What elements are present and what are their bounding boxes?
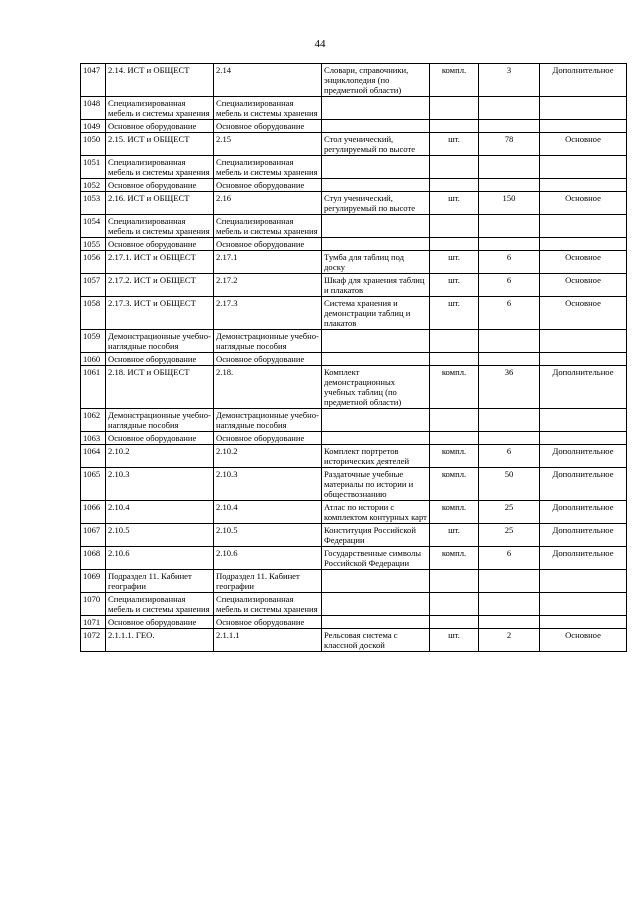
- category-cell: [540, 179, 627, 192]
- quantity-cell: 6: [479, 297, 540, 330]
- unit-cell: [430, 120, 479, 133]
- item-code-cell: 2.15: [214, 133, 322, 156]
- item-code-cell: 2.10.2: [214, 445, 322, 468]
- table-row: [81, 593, 627, 616]
- item-name-cell: Словари, справочники, энциклопедия (по предметной области): [322, 64, 430, 97]
- section-code-cell: 2.18. ИСТ и ОБЩЕСТ: [106, 366, 214, 409]
- section-code-cell: 2.17.3. ИСТ и ОБЩЕСТ: [106, 297, 214, 330]
- item-code-cell: Специализированная мебель и системы хранения: [214, 593, 322, 616]
- item-code-cell: Демонстрационные учебно-наглядные пособия: [214, 330, 322, 353]
- unit-cell: [430, 409, 479, 432]
- unit-cell: [430, 156, 479, 179]
- quantity-cell: [479, 215, 540, 238]
- item-name-cell: Стол ученический, регулируемый по высоте: [322, 133, 430, 156]
- category-cell: [540, 120, 627, 133]
- category-cell: Дополнительное: [540, 524, 627, 547]
- section-code-cell: Основное оборудование: [106, 353, 214, 366]
- table-row: [81, 64, 627, 97]
- section-code-cell: Основное оборудование: [106, 238, 214, 251]
- category-cell: Основное: [540, 133, 627, 156]
- table-row: [81, 179, 627, 192]
- unit-cell: [430, 179, 479, 192]
- category-cell: Дополнительное: [540, 501, 627, 524]
- item-name-cell: Комплект демонстрационных учебных таблиц (по предметной области): [322, 366, 430, 409]
- quantity-cell: [479, 156, 540, 179]
- unit-cell: [430, 238, 479, 251]
- row-number-cell: 1053: [81, 192, 106, 215]
- section-code-cell: 2.10.6: [106, 547, 214, 570]
- unit-cell: шт.: [430, 133, 479, 156]
- item-name-cell: Рельсовая система с классной доской: [322, 629, 430, 652]
- quantity-cell: [479, 616, 540, 629]
- item-code-cell: Демонстрационные учебно-наглядные пособия: [214, 409, 322, 432]
- unit-cell: компл.: [430, 64, 479, 97]
- section-code-cell: 2.10.3: [106, 468, 214, 501]
- row-number-cell: 1055: [81, 238, 106, 251]
- section-code-cell: 2.17.1. ИСТ и ОБЩЕСТ: [106, 251, 214, 274]
- quantity-cell: 36: [479, 366, 540, 409]
- item-code-cell: Основное оборудование: [214, 179, 322, 192]
- item-name-cell: Атлас по истории с комплектом контурных карт: [322, 501, 430, 524]
- table-row: [81, 192, 627, 215]
- category-cell: Основное: [540, 629, 627, 652]
- table-row: [81, 238, 627, 251]
- category-cell: Дополнительное: [540, 64, 627, 97]
- table-row: [81, 409, 627, 432]
- section-code-cell: Специализированная мебель и системы хранения: [106, 97, 214, 120]
- row-number-cell: 1059: [81, 330, 106, 353]
- table-row: [81, 133, 627, 156]
- row-number-cell: 1064: [81, 445, 106, 468]
- equipment-table: [80, 63, 627, 652]
- category-cell: [540, 593, 627, 616]
- category-cell: Основное: [540, 274, 627, 297]
- item-code-cell: 2.1.1.1: [214, 629, 322, 652]
- category-cell: Дополнительное: [540, 445, 627, 468]
- section-code-cell: Демонстрационные учебно-наглядные пособия: [106, 330, 214, 353]
- quantity-cell: 3: [479, 64, 540, 97]
- row-number-cell: 1067: [81, 524, 106, 547]
- category-cell: Основное: [540, 251, 627, 274]
- unit-cell: компл.: [430, 547, 479, 570]
- table-row: [81, 274, 627, 297]
- table-row: [81, 616, 627, 629]
- quantity-cell: [479, 353, 540, 366]
- row-number-cell: 1050: [81, 133, 106, 156]
- item-code-cell: Основное оборудование: [214, 238, 322, 251]
- category-cell: [540, 409, 627, 432]
- item-code-cell: Специализированная мебель и системы хранения: [214, 156, 322, 179]
- item-code-cell: 2.18.: [214, 366, 322, 409]
- page-number: 44: [314, 38, 326, 50]
- category-cell: Дополнительное: [540, 547, 627, 570]
- category-cell: Основное: [540, 297, 627, 330]
- row-number-cell: 1048: [81, 97, 106, 120]
- item-code-cell: 2.17.2: [214, 274, 322, 297]
- section-code-cell: 2.10.2: [106, 445, 214, 468]
- item-name-cell: [322, 353, 430, 366]
- category-cell: [540, 353, 627, 366]
- section-code-cell: 2.15. ИСТ и ОБЩЕСТ: [106, 133, 214, 156]
- item-name-cell: [322, 616, 430, 629]
- section-code-cell: Основное оборудование: [106, 432, 214, 445]
- quantity-cell: [479, 330, 540, 353]
- table-body: [81, 64, 627, 652]
- unit-cell: шт.: [430, 524, 479, 547]
- quantity-cell: 6: [479, 251, 540, 274]
- quantity-cell: [479, 97, 540, 120]
- unit-cell: [430, 432, 479, 445]
- item-name-cell: [322, 570, 430, 593]
- table-row: [81, 215, 627, 238]
- table-row: [81, 330, 627, 353]
- unit-cell: [430, 616, 479, 629]
- item-code-cell: Специализированная мебель и системы хранения: [214, 215, 322, 238]
- quantity-cell: [479, 409, 540, 432]
- unit-cell: [430, 97, 479, 120]
- quantity-cell: 6: [479, 547, 540, 570]
- unit-cell: шт.: [430, 192, 479, 215]
- table-row: [81, 501, 627, 524]
- item-name-cell: [322, 409, 430, 432]
- unit-cell: [430, 593, 479, 616]
- table-row: [81, 524, 627, 547]
- quantity-cell: 78: [479, 133, 540, 156]
- table-row: [81, 97, 627, 120]
- item-code-cell: 2.10.4: [214, 501, 322, 524]
- item-name-cell: Тумба для таблиц под доску: [322, 251, 430, 274]
- table-row: [81, 156, 627, 179]
- item-code-cell: 2.10.3: [214, 468, 322, 501]
- row-number-cell: 1060: [81, 353, 106, 366]
- quantity-cell: [479, 593, 540, 616]
- item-name-cell: [322, 432, 430, 445]
- unit-cell: шт.: [430, 629, 479, 652]
- item-name-cell: [322, 120, 430, 133]
- row-number-cell: 1069: [81, 570, 106, 593]
- quantity-cell: 25: [479, 501, 540, 524]
- table-row: [81, 547, 627, 570]
- quantity-cell: 6: [479, 445, 540, 468]
- item-code-cell: 2.17.1: [214, 251, 322, 274]
- table-row: [81, 629, 627, 652]
- unit-cell: [430, 330, 479, 353]
- item-code-cell: 2.16: [214, 192, 322, 215]
- section-code-cell: 2.1.1.1. ГЕО.: [106, 629, 214, 652]
- item-name-cell: [322, 215, 430, 238]
- category-cell: Дополнительное: [540, 366, 627, 409]
- section-code-cell: Основное оборудование: [106, 120, 214, 133]
- category-cell: [540, 215, 627, 238]
- item-name-cell: [322, 97, 430, 120]
- item-name-cell: Стул ученический, регулируемый по высоте: [322, 192, 430, 215]
- table-row: [81, 570, 627, 593]
- item-name-cell: Система хранения и демонстрации таблиц и плакатов: [322, 297, 430, 330]
- row-number-cell: 1063: [81, 432, 106, 445]
- table-row: [81, 366, 627, 409]
- quantity-cell: [479, 570, 540, 593]
- item-code-cell: 2.10.6: [214, 547, 322, 570]
- category-cell: Дополнительное: [540, 468, 627, 501]
- item-code-cell: Основное оборудование: [214, 120, 322, 133]
- section-code-cell: 2.14. ИСТ и ОБЩЕСТ: [106, 64, 214, 97]
- item-code-cell: 2.17.3: [214, 297, 322, 330]
- row-number-cell: 1057: [81, 274, 106, 297]
- category-cell: [540, 97, 627, 120]
- quantity-cell: 150: [479, 192, 540, 215]
- item-name-cell: Комплект портретов исторических деятелей: [322, 445, 430, 468]
- section-code-cell: Основное оборудование: [106, 616, 214, 629]
- item-code-cell: Подраздел 11. Кабинет географии: [214, 570, 322, 593]
- row-number-cell: 1062: [81, 409, 106, 432]
- unit-cell: компл.: [430, 468, 479, 501]
- category-cell: [540, 432, 627, 445]
- table-row: [81, 468, 627, 501]
- row-number-cell: 1071: [81, 616, 106, 629]
- row-number-cell: 1051: [81, 156, 106, 179]
- section-code-cell: Специализированная мебель и системы хранения: [106, 593, 214, 616]
- quantity-cell: 6: [479, 274, 540, 297]
- section-code-cell: 2.10.5: [106, 524, 214, 547]
- item-name-cell: Раздаточные учебные материалы по истории и обществознанию: [322, 468, 430, 501]
- row-number-cell: 1070: [81, 593, 106, 616]
- item-code-cell: 2.14: [214, 64, 322, 97]
- section-code-cell: 2.17.2. ИСТ и ОБЩЕСТ: [106, 274, 214, 297]
- row-number-cell: 1054: [81, 215, 106, 238]
- row-number-cell: 1049: [81, 120, 106, 133]
- row-number-cell: 1061: [81, 366, 106, 409]
- row-number-cell: 1056: [81, 251, 106, 274]
- unit-cell: [430, 570, 479, 593]
- section-code-cell: Демонстрационные учебно-наглядные пособия: [106, 409, 214, 432]
- item-name-cell: [322, 330, 430, 353]
- item-code-cell: 2.10.5: [214, 524, 322, 547]
- unit-cell: [430, 353, 479, 366]
- section-code-cell: 2.10.4: [106, 501, 214, 524]
- row-number-cell: 1047: [81, 64, 106, 97]
- category-cell: [540, 330, 627, 353]
- unit-cell: [430, 215, 479, 238]
- item-code-cell: Основное оборудование: [214, 616, 322, 629]
- item-name-cell: Государственные символы Российской Федерации: [322, 547, 430, 570]
- unit-cell: шт.: [430, 251, 479, 274]
- section-code-cell: Специализированная мебель и системы хранения: [106, 215, 214, 238]
- unit-cell: компл.: [430, 501, 479, 524]
- unit-cell: шт.: [430, 297, 479, 330]
- quantity-cell: [479, 179, 540, 192]
- quantity-cell: [479, 238, 540, 251]
- unit-cell: компл.: [430, 445, 479, 468]
- category-cell: [540, 156, 627, 179]
- table-row: [81, 297, 627, 330]
- category-cell: [540, 616, 627, 629]
- section-code-cell: Специализированная мебель и системы хранения: [106, 156, 214, 179]
- quantity-cell: 25: [479, 524, 540, 547]
- item-code-cell: Специализированная мебель и системы хранения: [214, 97, 322, 120]
- item-name-cell: [322, 179, 430, 192]
- item-code-cell: Основное оборудование: [214, 432, 322, 445]
- table-row: [81, 353, 627, 366]
- quantity-cell: 2: [479, 629, 540, 652]
- row-number-cell: 1072: [81, 629, 106, 652]
- unit-cell: компл.: [430, 366, 479, 409]
- section-code-cell: Основное оборудование: [106, 179, 214, 192]
- table-row: [81, 432, 627, 445]
- item-name-cell: [322, 156, 430, 179]
- unit-cell: шт.: [430, 274, 479, 297]
- item-code-cell: Основное оборудование: [214, 353, 322, 366]
- quantity-cell: 50: [479, 468, 540, 501]
- category-cell: Основное: [540, 192, 627, 215]
- row-number-cell: 1068: [81, 547, 106, 570]
- quantity-cell: [479, 432, 540, 445]
- row-number-cell: 1058: [81, 297, 106, 330]
- row-number-cell: 1066: [81, 501, 106, 524]
- item-name-cell: [322, 593, 430, 616]
- table-row: [81, 445, 627, 468]
- category-cell: [540, 570, 627, 593]
- row-number-cell: 1052: [81, 179, 106, 192]
- section-code-cell: 2.16. ИСТ и ОБЩЕСТ: [106, 192, 214, 215]
- table-row: [81, 251, 627, 274]
- quantity-cell: [479, 120, 540, 133]
- item-name-cell: Шкаф для хранения таблиц и плакатов: [322, 274, 430, 297]
- row-number-cell: 1065: [81, 468, 106, 501]
- section-code-cell: Подраздел 11. Кабинет географии: [106, 570, 214, 593]
- table-row: [81, 120, 627, 133]
- item-name-cell: Конституция Российской Федерации: [322, 524, 430, 547]
- category-cell: [540, 238, 627, 251]
- item-name-cell: [322, 238, 430, 251]
